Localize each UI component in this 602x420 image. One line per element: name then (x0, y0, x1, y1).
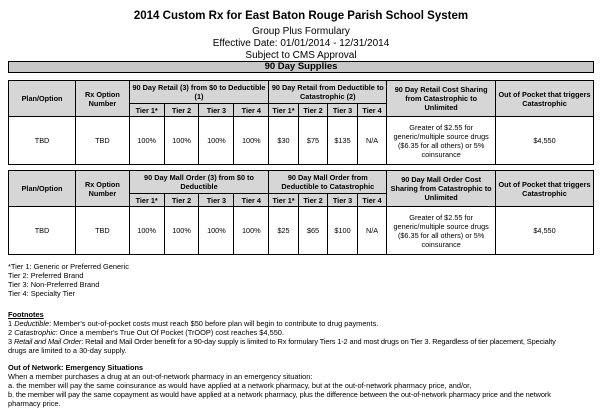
tier-header: Tier 2 (164, 194, 199, 207)
tier-header: Tier 4 (234, 194, 269, 207)
footnote-3-continued: drugs are limited to a 30-day supply. (8, 346, 127, 355)
header-mail-deductible: 90 Day Mall Order (3) from $0 to Deductible (129, 171, 269, 194)
value-cell: $65 (298, 207, 328, 255)
rx-cell: TBD (76, 117, 130, 165)
footnote-1 (8, 319, 378, 328)
plan-cell: TBD (9, 117, 76, 165)
footnote-text: : Member's out-of-pocket costs must reach $50 before plan will begin to contribute to drug payments. (49, 319, 379, 328)
header-mail-catastrophic: 90 Day Mall Order from Deductible to Catastrophic (269, 171, 387, 194)
retail-table (8, 80, 594, 165)
value-cell: 100% (234, 207, 269, 255)
oon-line: pharmacy price. (8, 399, 61, 408)
oop-cell: $4,550 (495, 207, 593, 255)
value-cell: N/A (357, 207, 387, 255)
value-cell: $135 (328, 117, 358, 165)
tier-header: Tier 1* (269, 194, 299, 207)
table-row (9, 117, 594, 165)
header-out-of-pocket: Out of Pocket that triggers Catastrophic (495, 81, 593, 117)
approval-note: Subject to CMS Approval (245, 50, 357, 61)
cost-sharing-cell: Greater of $2.55 for generic/multiple source drugs ($6.35 for all others) or 5% coinsurance (387, 117, 496, 165)
footnote-2 (8, 328, 284, 337)
section-banner: 90 Day Supplies (8, 61, 594, 73)
oon-line: b. the member will pay the same copayment as would have applied at a network pharmacy, plus the difference between the out-of-network pharmacy price and the network (8, 390, 551, 399)
header-rx-option-number: Rx Option Number (76, 81, 130, 117)
header-rx-option-number: Rx Option Number (76, 171, 130, 207)
value-cell: $25 (269, 207, 299, 255)
table-row (9, 207, 594, 255)
tier-header: Tier 4 (357, 104, 387, 117)
tier-header: Tier 1* (269, 104, 299, 117)
tier-header: Tier 2 (164, 104, 199, 117)
value-cell: N/A (357, 117, 387, 165)
footnote-number: 3 (8, 337, 12, 346)
value-cell: 100% (129, 207, 164, 255)
effective-date: Effective Date: 01/01/2014 - 12/31/2014 (212, 38, 390, 49)
header-cost-sharing: 90 Day Retail Cost Sharing from Catastrophic to Unlimited (387, 81, 496, 117)
rx-cell: TBD (76, 207, 130, 255)
value-cell: 100% (234, 117, 269, 165)
header-plan-option: Plan/Option (9, 171, 76, 207)
value-cell: $100 (328, 207, 358, 255)
oon-line: When a member purchases a drug at an out-of-network pharmacy in an emergency situation: (8, 372, 313, 381)
footnote-text: : Once a member's True Out Of Pocket (TrOOP) cost reaches $4,550. (55, 328, 284, 337)
mail-order-table (8, 170, 594, 255)
formulary-name: Group Plus Formulary (252, 26, 350, 37)
oon-line: a. the member will pay the same coinsurance as would have applied at a network pharmacy, but at the out-of-network pharmacy price, and/or, (8, 381, 472, 390)
value-cell: 100% (199, 117, 234, 165)
tier-header: Tier 3 (328, 194, 358, 207)
footnote-text: : Retail and Mail Order benefit for a 90-day supply is limited to Rx formulary Tiers 1-2 and most drugs on Tier 3. Regardless of tier placement, Specialty (81, 337, 556, 346)
footnotes-heading: Footnotes (8, 310, 44, 319)
tier-header: Tier 4 (357, 194, 387, 207)
footnote-number: 1 (8, 319, 13, 328)
value-cell: 100% (199, 207, 234, 255)
value-cell: 100% (164, 117, 199, 165)
tier-header: Tier 3 (199, 104, 234, 117)
tier-header: Tier 1* (129, 104, 164, 117)
value-cell: 100% (129, 117, 164, 165)
footnote-number: 2 (8, 328, 13, 337)
value-cell: $30 (269, 117, 299, 165)
oon-heading: Out of Network: Emergency Situations (8, 363, 144, 372)
footnote-3 (8, 337, 556, 346)
header-retail-deductible: 90 Day Retail (3) from $0 to Deductible (1) (129, 81, 269, 104)
cost-sharing-cell: Greater of $2.55 for generic/multiple source drugs ($6.35 for all others) or 5% coinsurance (387, 207, 496, 255)
tier-header: Tier 2 (298, 104, 328, 117)
tier-header: Tier 3 (328, 104, 358, 117)
tier-note: Tier 2: Preferred Brand (8, 271, 84, 280)
footnote-term: Catastrophic (14, 328, 56, 337)
plan-cell: TBD (9, 207, 76, 255)
oop-cell: $4,550 (495, 117, 593, 165)
footnote-term: Deductible (14, 319, 50, 328)
tier-header: Tier 1* (129, 194, 164, 207)
tier-note: Tier 4: Specialty Tier (8, 289, 76, 298)
header-cost-sharing: 90 Day Mall Order Cost Sharing from Catastrophic to Unlimited (387, 171, 496, 207)
tier-header: Tier 3 (199, 194, 234, 207)
header-plan-option: Plan/Option (9, 81, 76, 117)
value-cell: 100% (164, 207, 199, 255)
header-out-of-pocket: Out of Pocket that triggers Catastrophic (495, 171, 593, 207)
tier-header: Tier 2 (298, 194, 328, 207)
document-title: 2014 Custom Rx for East Baton Rouge Parish School System (133, 10, 469, 22)
tier-note: Tier 3: Non-Preferred Brand (8, 280, 100, 289)
tier-note: *Tier 1: Generic or Preferred Generic (8, 262, 129, 271)
footnote-term: Retail and Mail Order (13, 337, 82, 346)
header-retail-catastrophic: 90 Day Retail from Deductible to Catastrophic (2) (269, 81, 387, 104)
value-cell: $75 (298, 117, 328, 165)
tier-header: Tier 4 (234, 104, 269, 117)
